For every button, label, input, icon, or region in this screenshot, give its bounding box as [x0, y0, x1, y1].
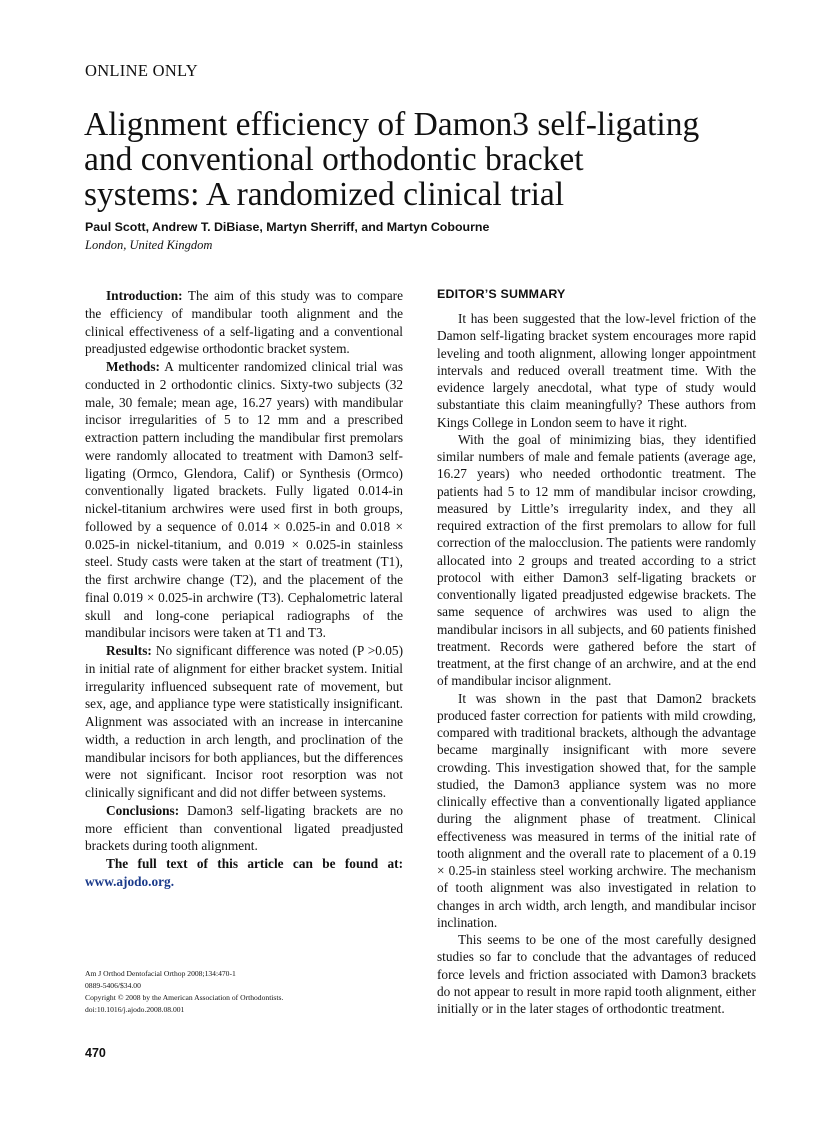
- citation-footnote: [85, 968, 415, 1016]
- conclusions-text: Damon3 self-ligating brackets are no more efficient than conventional ligated preadjusted brackets during tooth alignment.: [85, 802, 403, 854]
- editors-summary: [437, 287, 756, 1017]
- full-text-note: [85, 855, 403, 891]
- article-title: [84, 107, 784, 212]
- issn-price: 0889-5406/$34.00: [85, 981, 141, 990]
- introduction-label: Introduction:: [106, 288, 183, 303]
- abstract: [85, 287, 403, 891]
- affiliation: London, United Kingdom: [85, 238, 213, 252]
- doi: doi:10.1016/j.ajodo.2008.08.001: [85, 1005, 185, 1014]
- editors-summary-heading: EDITOR’S SUMMARY: [437, 287, 566, 301]
- summary-paragraph: With the goal of minimizing bias, they identified similar numbers of male and female patients (average age, 16.27 years) who needed orthodontic treatment. The patients had 5 to 12 mm of mandibular incisor crowding, measured by Little’s irregularity index, and they all required extraction of the first premolars to allow for full correction of the malocclusion. The patients were randomly allocated into 2 groups and treated according to a strict protocol with either Damon3 self-ligating brackets or conventionally ligated preadjusted edgewise brackets. The same sequence of archwires was used to align the mandibular incisors in all subjects, and 60 patients finished treatment. Records were gathered before the start of treatment, at the first change of an archwire, and at the end of mandibular incisor alignment.: [437, 431, 756, 689]
- methods-text: A multicenter randomized clinical trial was conducted in 2 orthodontic clinics. Sixty-two subjects (32 male, 30 female; mean age, 16.27 years) with mandibular incisor irregularities of 5 to 12 mm and a prescribed extraction pattern including the mandibular first premolars were randomly allocated to treatment with Damon3 self-ligating (Ormco, Glendora, Calif) or Synthesis (Ormco) conventionally ligated brackets. Fully ligated 0.014-in nickel-titanium archwires were used first in both groups, followed by a sequence of 0.014 × 0.025-in and 0.018 × 0.025-in nickel-titanium, and 0.019 × 0.025-in stainless steel. Study casts were taken at the start of treatment (T1), the first archwire change (T2), and the placement of the final 0.019 × 0.025-in archwire (T3). Cephalometric lateral skull and long-cone periapical radiographs of the mandibular incisors were taken at T1 and T3.: [85, 359, 404, 641]
- abstract-methods: [85, 358, 403, 642]
- summary-paragraph: It was shown in the past that Damon2 brackets produced faster correction for patients with mild crowding, compared with traditional brackets, although the advantage became marginally insignificant with more severe crowding. This investigation showed that, for the sample studied, the Damon3 appliance system was no more clinically effective than a conventionally ligated appliance during the alignment phase of treatment. Clinical effectiveness was measured in terms of the initial rate of tooth alignment and the overall rate to placement of a 0.19 × 0.25-in stainless steel working archwire. The mechanism of tooth alignment was also investigated in relation to changes in arch width, arch length, and mandibular incisor inclination.: [437, 690, 756, 930]
- methods-label: Methods:: [106, 359, 160, 374]
- summary-paragraph: It has been suggested that the low-level friction of the Damon self-ligating bracket system encourages more rapid leveling and tooth alignment, allowing longer appointment intervals and reduced overall treatment time. With the evidence largely anecdotal, what type of study would substantiate this claim meaningfully? These authors from Kings College in London seem to have it right.: [437, 311, 756, 430]
- title-line: systems: A randomized clinical trial: [84, 176, 565, 213]
- conclusions-label: Conclusions:: [106, 802, 180, 818]
- editors-summary-body: [437, 310, 756, 1017]
- results-text: No significant difference was noted (P >0.05) in initial rate of alignment for either bracket system. Initial irregularity influenced subsequent rate of movement, but sex, age, and appliance type were statistically insignificant. Alignment was associated with an increase in intercanine width, a reduction in arch length, and proclination of the mandibular incisors for both appliances, but the differences were not significant. Incisor root resorption was not clinically significant and did not differ between systems.: [85, 643, 403, 800]
- introduction-text: The aim of this study was to compare the efficiency of mandibular tooth alignment and the clinical effectiveness of a self-ligating and a conventional preadjusted edgewise orthodontic bracket system.: [85, 288, 403, 357]
- abstract-conclusions: [85, 802, 403, 855]
- title-line: Alignment efficiency of Damon3 self-ligating: [84, 106, 700, 143]
- full-text-link[interactable]: www.ajodo.org.: [85, 873, 175, 889]
- copyright-notice: Copyright © 2008 by the American Association of Orthodontists.: [85, 993, 284, 1002]
- author-list: Paul Scott, Andrew T. DiBiase, Martyn Sherriff, and Martyn Cobourne: [85, 220, 490, 234]
- summary-paragraph: This seems to be one of the most carefully designed studies so far to conclude that the advantages of reduced force levels and friction associated with Damon3 brackets do not appear to result in more rapid tooth alignment, either initially or in the later stages of orthodontic treatment.: [437, 932, 756, 1016]
- abstract-results: [85, 642, 403, 802]
- full-text-note-label: The full text of this article can be found at:: [106, 856, 403, 871]
- journal-citation: Am J Orthod Dentofacial Orthop 2008;134:470-1: [85, 969, 236, 978]
- abstract-introduction: [85, 287, 403, 358]
- results-label: Results:: [106, 643, 152, 658]
- title-line: and conventional orthodontic bracket: [84, 141, 584, 178]
- page-number: 470: [85, 1046, 106, 1060]
- section-label: ONLINE ONLY: [85, 61, 198, 80]
